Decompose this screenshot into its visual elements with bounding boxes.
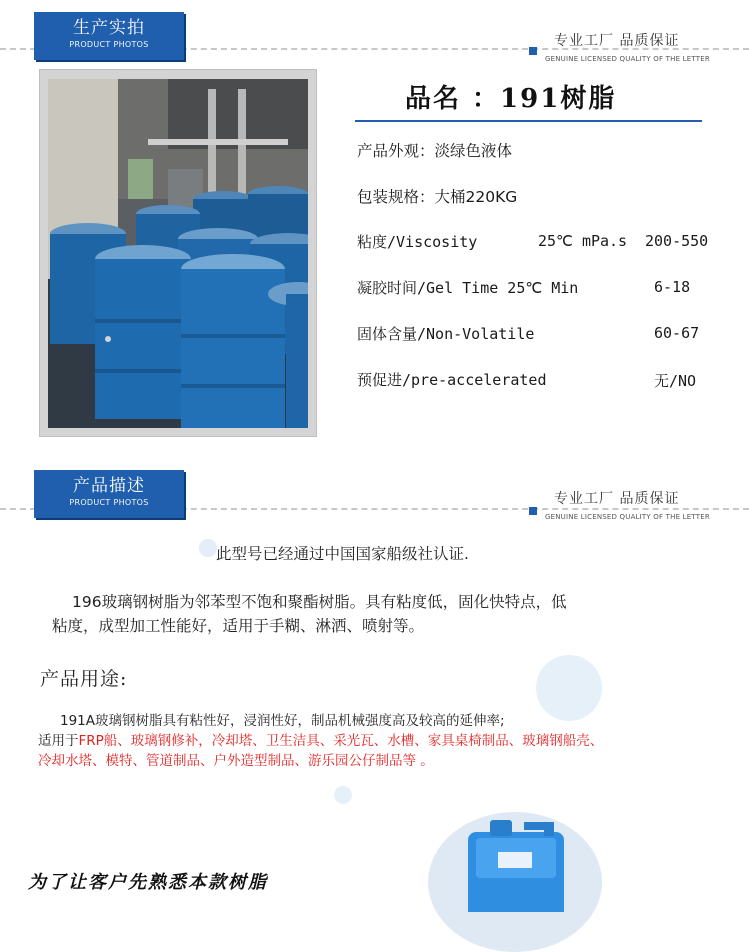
slogan-cn: 专业工厂 品质保证 xyxy=(554,33,680,49)
section-subtitle: PRODUCT PHOTOS xyxy=(69,40,149,49)
product-name-underline xyxy=(355,120,702,122)
section-subtitle: PRODUCT PHOTOS xyxy=(69,498,149,507)
spec-gel-time-value: 6-18 xyxy=(654,278,691,296)
section-title: 产品描述 xyxy=(73,476,145,496)
spec-viscosity xyxy=(357,231,477,252)
usage-prefix: 适用于 xyxy=(38,733,79,749)
spec-non-volatile-value: 60-67 xyxy=(654,324,700,342)
product-photo-frame xyxy=(39,69,317,437)
slogan-en: GENUINE LICENSED QUALITY OF THE LETTER xyxy=(545,55,710,63)
spec-pre-accelerated-value: 无/NO xyxy=(654,372,697,390)
section-tab-production-photos xyxy=(34,12,184,60)
blue-jerrycan-image xyxy=(428,812,602,912)
slogan-cn: 专业工厂 品质保证 xyxy=(554,491,680,507)
usage-line-2 xyxy=(38,729,603,749)
decor-bubble xyxy=(334,786,352,804)
spec-pre-accelerated xyxy=(357,369,547,390)
spec-label: 凝胶时间/Gel Time 25℃ Min xyxy=(357,279,579,297)
blue-square-marker xyxy=(529,507,537,515)
usage-title: 产品用途: xyxy=(40,668,128,690)
spec-label: 包装规格： xyxy=(357,188,435,206)
spec-gel-time xyxy=(357,277,578,298)
decor-bubble xyxy=(536,655,602,721)
spec-label: 固体含量/Non-Volatile xyxy=(357,325,535,343)
slogan-en: GENUINE LICENSED QUALITY OF THE LETTER xyxy=(545,513,710,521)
product-name: 品名 ：191树脂 xyxy=(405,84,617,114)
usage-line-1: 191A玻璃钢树脂具有粘性好，浸润性好，制品机械强度高及较高的延伸率; xyxy=(60,713,505,729)
description-line-1: 196玻璃钢树脂为邻苯型不饱和聚酯树脂。具有粘度低，固化快特点，低 xyxy=(72,593,567,611)
spec-value: 淡绿色液体 xyxy=(434,142,513,160)
spec-viscosity-condition: 25℃ mPa.s xyxy=(538,232,628,250)
usage-line-3: 冷却水塔、模特、管道制品、户外造型制品、游乐园公仔制品等 。 xyxy=(38,753,434,769)
sample-container-photo xyxy=(428,812,602,952)
spec-non-volatile xyxy=(357,323,534,344)
spec-label: 粘度/Viscosity xyxy=(357,233,478,251)
barrels-warehouse-photo xyxy=(48,79,308,428)
spec-packaging xyxy=(357,185,517,207)
certification-text: 此型号已经通过中国国家船级社认证. xyxy=(216,545,469,563)
spec-appearance xyxy=(357,139,512,161)
spec-label: 产品外观： xyxy=(357,142,435,160)
blue-square-marker xyxy=(529,47,537,55)
spec-label: 预促进/pre-accelerated xyxy=(357,371,547,389)
bottom-title: 为了让客户先熟悉本款树脂 xyxy=(28,872,268,893)
usage-applications: FRP船、玻璃钢修补，冷却塔、卫生洁具、采光瓦、水槽、家具桌椅制品、玻璃钢船壳、 xyxy=(78,733,604,749)
decor-bubble xyxy=(199,539,217,557)
section-tab-product-description xyxy=(34,470,184,518)
spec-viscosity-value: 200-550 xyxy=(645,232,709,250)
section-title: 生产实拍 xyxy=(73,18,145,38)
spec-value: 大桶220KG xyxy=(434,188,518,206)
description-line-2: 粘度，成型加工性能好，适用于手糊、淋洒、喷射等。 xyxy=(52,617,425,635)
